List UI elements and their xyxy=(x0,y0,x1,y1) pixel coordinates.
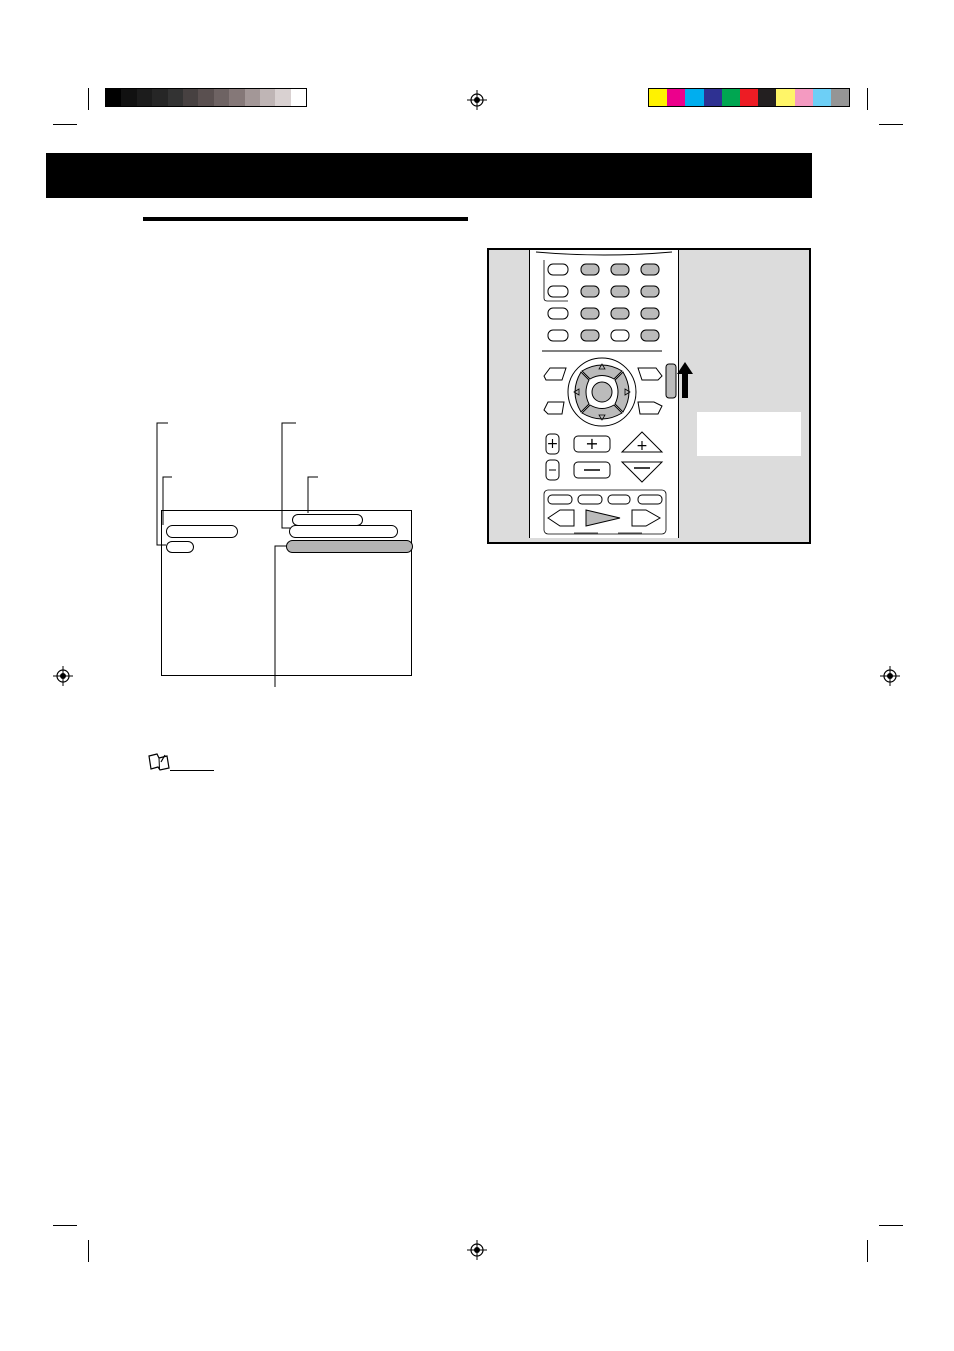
grey-swatch xyxy=(137,89,152,106)
remote-control-illustration xyxy=(487,248,811,544)
grey-swatch xyxy=(198,89,213,106)
grey-swatch xyxy=(214,89,229,106)
crop-mark-bottom-left-v xyxy=(88,1240,89,1262)
crop-mark-top-right-v xyxy=(867,88,868,110)
color-swatch xyxy=(831,89,849,106)
grey-swatch xyxy=(168,89,183,106)
color-swatch xyxy=(776,89,794,106)
grey-swatch xyxy=(275,89,290,106)
page-header-bar xyxy=(46,153,812,198)
color-swatch xyxy=(685,89,703,106)
grey-swatch xyxy=(245,89,260,106)
svg-text:+: + xyxy=(585,434,599,453)
grey-swatch xyxy=(229,89,244,106)
color-swatch xyxy=(667,89,685,106)
grey-calibration-strip xyxy=(105,88,307,107)
color-swatch xyxy=(795,89,813,106)
note-icon xyxy=(147,752,171,772)
crop-mark-top-left-v xyxy=(88,88,89,110)
grey-swatch xyxy=(152,89,167,106)
side-switch-arrow-icon xyxy=(661,360,701,410)
crop-mark-top-left-h xyxy=(53,124,77,125)
remote-body xyxy=(529,248,679,538)
osd-field-highlighted xyxy=(286,540,413,553)
svg-text:+: + xyxy=(546,436,559,452)
color-swatch xyxy=(704,89,722,106)
grey-swatch xyxy=(121,89,136,106)
color-swatch xyxy=(722,89,740,106)
remote-callout-box xyxy=(697,412,801,456)
registration-left-icon xyxy=(53,666,73,686)
color-swatch xyxy=(813,89,831,106)
grey-swatch xyxy=(183,89,198,106)
svg-text:+: + xyxy=(636,438,648,454)
grey-swatch xyxy=(291,89,306,106)
note-underline xyxy=(170,770,214,771)
osd-field-left-small xyxy=(166,541,194,553)
crop-mark-top-right-h xyxy=(879,124,903,125)
crop-mark-bottom-left-h xyxy=(53,1225,77,1226)
remote-buttons xyxy=(530,248,678,538)
color-calibration-strip xyxy=(648,88,850,107)
section-heading-rule xyxy=(143,217,468,221)
crop-mark-bottom-right-h xyxy=(879,1225,903,1226)
color-swatch xyxy=(758,89,776,106)
registration-top-icon xyxy=(467,90,487,110)
color-swatch xyxy=(649,89,667,106)
registration-right-icon xyxy=(880,666,900,686)
registration-bottom-icon xyxy=(467,1240,487,1260)
osd-field-middle-right xyxy=(289,525,398,538)
grey-swatch xyxy=(260,89,275,106)
color-swatch xyxy=(740,89,758,106)
grey-swatch xyxy=(106,89,121,106)
crop-mark-bottom-right-v xyxy=(867,1240,868,1262)
osd-field-left-wide xyxy=(166,525,238,538)
